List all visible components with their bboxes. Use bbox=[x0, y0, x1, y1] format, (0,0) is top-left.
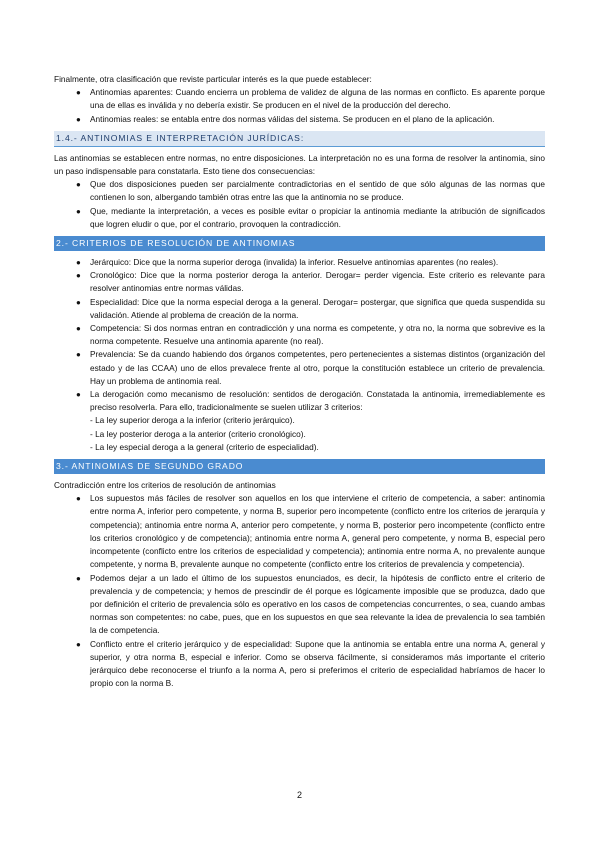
section-heading-2: 2.- CRITERIOS DE RESOLUCIÓN DE ANTINOMIAS bbox=[54, 236, 545, 251]
list-item: ● La derogación como mecanismo de resolución: sentidos de derogación. Constatada la antinomia, irremediablemente es preciso resolverla. Para ello, tradicionalmente se suelen utilizar 3 criterios: - La ley superior deroga a la inferior (criterio jerárquico). - La ley posterior deroga a la anterior (criterio cronológico). - La ley especial deroga a la general (criterio de especialidad). bbox=[54, 388, 545, 454]
bullet-icon: ● bbox=[76, 180, 81, 190]
list-item: ● Antinomias reales: se entabla entre dos normas válidas del sistema. Se producen en el plano de la aplicación. bbox=[54, 113, 545, 126]
bullet-icon: ● bbox=[76, 639, 81, 649]
list-item: ● Especialidad: Dice que la norma especial deroga a la general. Derogar= postergar, que significa que queda suspendida su validación. Atiende al problema de creación de la norma. bbox=[76, 296, 545, 320]
list-item: ● Podemos dejar a un lado el último de los supuestos enunciados, es decir, la hipótesis de conflicto entre el criterio de prevalencia y de competencia; y hemos de prescindir de él porque es lógicamente imposible que se produzca, dado que por definición el criterio de prevalencia sólo es operativo en los casos de competencias concurrentes, o sea, cuando ambas normas son competentes: no cabe, pues, que en los supuestos en que sea relevante la idea de prevalencia lo sea también la de competencia. bbox=[76, 572, 545, 636]
list-item: ● Conflicto entre el criterio jerárquico y de especialidad: Supone que la antinomia se entabla entre una norma A, general y superior, y otra norma B, especial e inferior. Como se observa fácilmente, si consideramos más importante el criterio jerárquico debe reconocerse el triunfo a la norma A, pero si preferimos el criterio de especialidad habríamos de hacer lo propio con la norma B. bbox=[76, 638, 545, 689]
sub-item: - La ley posterior deroga a la anterior (criterio cronológico). bbox=[90, 428, 306, 439]
bullet-icon: ● bbox=[76, 258, 81, 268]
intro-bullet-list bbox=[54, 86, 545, 126]
section-heading-3: 3.- ANTINOMIAS DE SEGUNDO GRADO bbox=[54, 459, 545, 474]
list-item: ● Antinomias aparentes: Cuando encierra un problema de validez de alguna de las normas en conflicto. Es aparente porque una de ellas es inválida y no debería existir. Se producen en el nivel de la producción del derecho. bbox=[76, 87, 545, 111]
page-content bbox=[54, 73, 545, 690]
bullet-icon: ● bbox=[76, 390, 81, 400]
sub-item: - La ley especial deroga a la general (criterio de especialidad). bbox=[90, 441, 319, 452]
bullet-icon: ● bbox=[76, 350, 81, 360]
list-item: ● Que, mediante la interpretación, a veces es posible evitar o propiciar la antinomia mediante la atribución de significados que logren eludir o que, por el contrario, provoquen la contradicción. bbox=[76, 205, 545, 229]
page-number: 2 bbox=[296, 790, 302, 800]
list-item: ● Los supuestos más fáciles de resolver son aquellos en los que interviene el criterio de competencia, a saber: antinomia entre norma A, inferior pero competente, y norma B, superior pero incompetente (conflicto entre los criterios de jerarquía y competencia); antinomia entre norma A, anterior pero competente, y norma B, posterior pero incompetente (conflicto entre los criterios cronológico y de competencia); antinomia entre norma A, general pero competente, y norma B, especial pero incompetente (conflicto entre los criterios de especialidad y competencia); antinomia entre norma A, no prevalente aunque competente, y norma B, prevalente aunque no competente (conflicto entre los criterios de prevalencia y competencia). bbox=[76, 493, 545, 570]
section-heading-1-4: 1.4.- ANTINOMIAS E INTERPRETACIÓN JURÍDICAS: bbox=[54, 131, 545, 147]
bullet-icon: ● bbox=[76, 114, 81, 124]
intro-paragraph: Finalmente, otra clasificación que reviste particular interés es la que puede establecer: bbox=[54, 74, 372, 84]
list-item: ● Que dos disposiciones pueden ser parcialmente contradictorias en el sentido de que sólo algunas de las normas que contienen lo son, albergando también otras entre las que la antinomia no se produce. bbox=[76, 179, 545, 203]
section-1-4-paragraph: Las antinomias se establecen entre normas, no entre disposiciones. La interpretación no es una forma de resolver la antinomia, sino un paso indispensable para constatarla. Esto tiene dos consecuencias: bbox=[54, 152, 545, 177]
bullet-icon: ● bbox=[76, 206, 81, 216]
section-1-4-bullet-list bbox=[54, 178, 545, 231]
section-2-bullet-list bbox=[54, 256, 545, 454]
list-item: ● Cronológico: Dice que la norma posterior deroga la anterior. Derogar= perder vigencia. Este criterio es relevante para resolver antinomias entre normas válidas. bbox=[76, 270, 545, 294]
bullet-icon: ● bbox=[76, 573, 81, 583]
sub-item: - La ley superior deroga a la inferior (criterio jerárquico). bbox=[90, 415, 295, 426]
bullet-icon: ● bbox=[76, 297, 81, 307]
bullet-icon: ● bbox=[76, 324, 81, 334]
list-item: ● Jerárquico: Dice que la norma superior deroga (invalida) la inferior. Resuelve antinomias aparentes (no reales). bbox=[54, 256, 545, 269]
bullet-icon: ● bbox=[76, 494, 81, 504]
list-item: ● Prevalencia: Se da cuando habiendo dos órganos competentes, pero pertenecientes a sistemas distintos (organización del estado y de las CCAA) uno de ellos prevalece frente al otro, porque la constitución establece un criterio de prevalencia. Hay un problema de antinomia real. bbox=[76, 349, 545, 386]
section-3-bullet-list bbox=[54, 492, 545, 690]
bullet-icon: ● bbox=[76, 88, 81, 98]
bullet-icon: ● bbox=[76, 271, 81, 281]
list-item: ● Competencia: Si dos normas entran en contradicción y una norma es competente, y otra no, la norma que sobrevive es la norma competente. Resuelve una antinomia aparente (no real). bbox=[76, 323, 545, 347]
section-3-paragraph: Contradicción entre los criterios de resolución de antinomias bbox=[54, 480, 276, 491]
